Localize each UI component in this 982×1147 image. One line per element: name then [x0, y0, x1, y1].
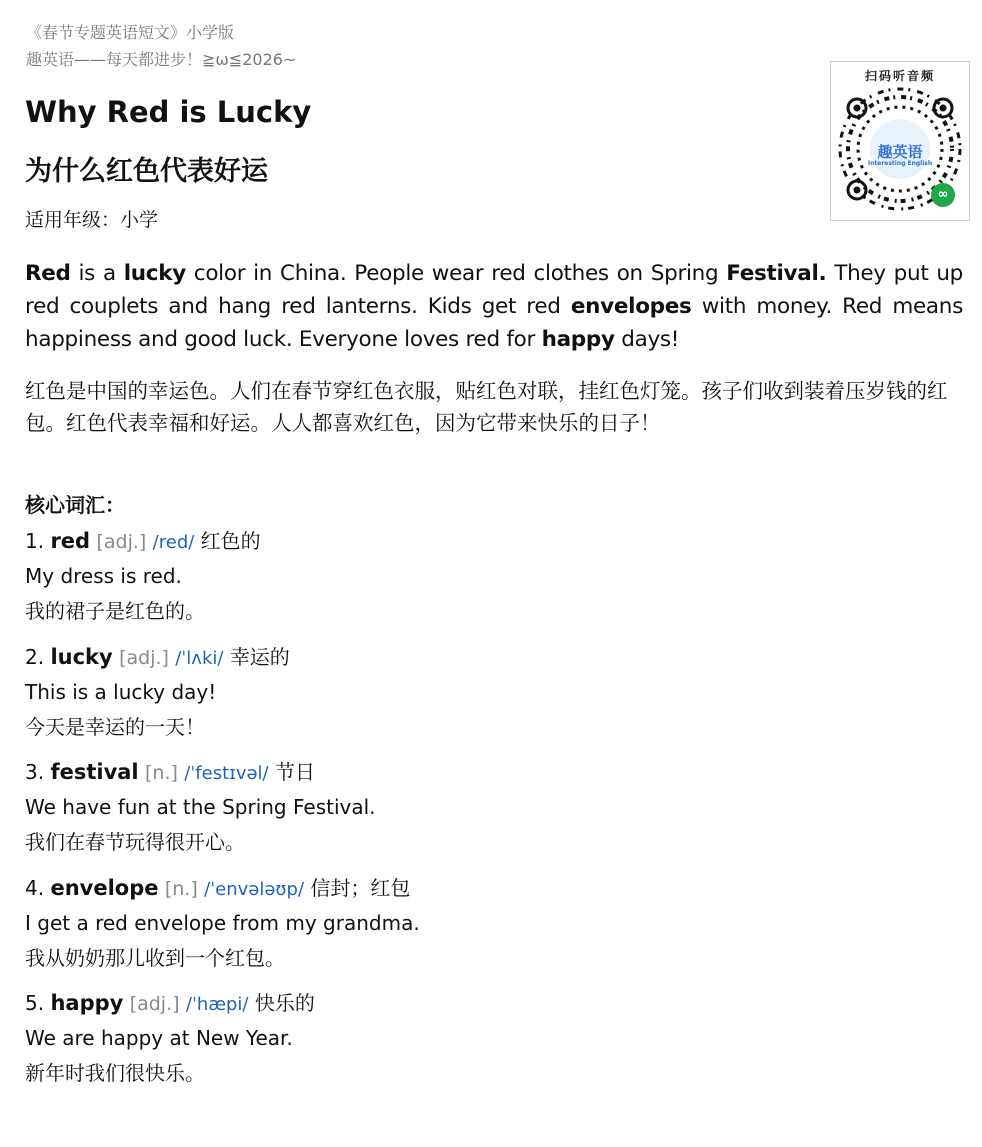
vocab-part-of-speech: [adj.]	[96, 531, 147, 553]
passage-text: days!	[614, 327, 680, 352]
title-chinese: 为什么红色代表好运	[25, 156, 268, 187]
vocab-heading: 核心词汇：	[25, 493, 125, 517]
passage-text: with money. Red means happiness and good luck. Everyone loves red for	[25, 294, 963, 352]
vocab-phonetic: /red/	[152, 532, 195, 553]
vocab-item	[25, 755, 725, 871]
vocab-example-english: We are happy at New Year.	[25, 1026, 293, 1050]
qr-brand-subtitle: Interesting English	[867, 160, 933, 167]
vocab-meaning: 信封；红包	[310, 875, 411, 900]
passage-keyword: envelopes	[570, 294, 692, 319]
vocab-example-chinese: 新年时我们很快乐。	[25, 1061, 205, 1085]
passage-text: They put up red couplets and hang red lanterns. Kids get red	[25, 261, 963, 319]
vocab-word: red	[50, 529, 91, 553]
vocab-part-of-speech: [n.]	[145, 762, 178, 784]
vocab-word: festival	[50, 760, 139, 784]
vocab-example-chinese: 我们在春节玩得很开心。	[25, 830, 245, 854]
vocab-example-chinese: 我从奶奶那儿收到一个红包。	[25, 945, 285, 970]
vocab-number: 5.	[25, 991, 51, 1015]
qr-brand-logo: 趣英语	[877, 143, 923, 161]
vocab-number: 2.	[25, 644, 51, 669]
passage-keyword: Festival.	[726, 261, 827, 286]
vocab-phonetic: /ˈlʌki/	[175, 647, 224, 669]
vocab-headword-line	[25, 755, 725, 790]
vocab-part-of-speech: [adj.]	[129, 993, 180, 1015]
mini-program-icon: ∞	[931, 183, 955, 207]
vocab-part-of-speech: [adj.]	[119, 646, 169, 669]
vocab-word: lucky	[50, 644, 113, 669]
vocab-part-of-speech: [n.]	[164, 877, 198, 900]
vocab-headword-line	[25, 640, 725, 675]
vocab-meaning: 幸运的	[229, 644, 290, 669]
vocab-example-english: My dress is red.	[25, 564, 182, 588]
passage-chinese: 红色是中国的幸运色。人们在春节穿红色衣服，贴红色对联，挂红色灯笼。孩子们收到装着压岁钱的红包。红色代表幸福和好运。人人都喜欢红色，因为它带来快乐的日子！	[25, 379, 948, 435]
vocab-item	[25, 640, 725, 756]
vocab-example-english: We have fun at the Spring Festival.	[25, 795, 376, 819]
vocab-example-english: This is a lucky day!	[25, 679, 217, 704]
vocab-phonetic: /ˈfestɪvəl/	[184, 763, 269, 784]
vocab-list	[25, 524, 725, 1102]
passage-text: is a	[70, 261, 124, 286]
vocab-number: 4.	[25, 875, 51, 900]
qr-label: 扫码听音频	[864, 69, 935, 83]
vocab-headword-line	[25, 986, 725, 1021]
vocab-meaning: 快乐的	[254, 991, 315, 1015]
passage-keyword: Red	[25, 261, 71, 286]
passage-text: color in China. People wear red clothes on Spring	[185, 261, 727, 286]
header-line-1: 《春节专题英语短文》小学版	[26, 23, 235, 42]
vocab-meaning: 红色的	[200, 529, 261, 553]
vocab-word: happy	[50, 991, 124, 1015]
vocab-headword-line	[25, 871, 725, 906]
vocab-item	[25, 524, 725, 640]
passage-english	[25, 257, 963, 356]
title-english: Why Red is Lucky	[25, 95, 312, 129]
vocab-headword-line	[25, 524, 725, 559]
passage-keyword: lucky	[123, 261, 186, 286]
grade-level: 适用年级：小学	[25, 209, 159, 231]
vocab-item	[25, 986, 725, 1102]
vocab-item	[25, 871, 725, 987]
vocab-number: 3.	[25, 760, 51, 784]
vocab-word: envelope	[50, 875, 159, 900]
vocab-phonetic: /ˈhæpi/	[185, 994, 249, 1015]
passage-keyword: happy	[541, 327, 615, 352]
qr-code-card[interactable]	[830, 61, 970, 221]
vocab-example-english: I get a red envelope from my grandma.	[25, 910, 420, 935]
vocab-phonetic: /ˈenvələʊp/	[204, 878, 305, 900]
vocab-example-chinese: 我的裙子是红色的。	[25, 599, 205, 623]
vocab-number: 1.	[25, 529, 51, 553]
header-line-2: 趣英语——每天都进步！≧ω≦2026~	[26, 50, 297, 69]
vocab-meaning: 节日	[274, 760, 315, 784]
vocab-example-chinese: 今天是幸运的一天！	[25, 714, 205, 739]
